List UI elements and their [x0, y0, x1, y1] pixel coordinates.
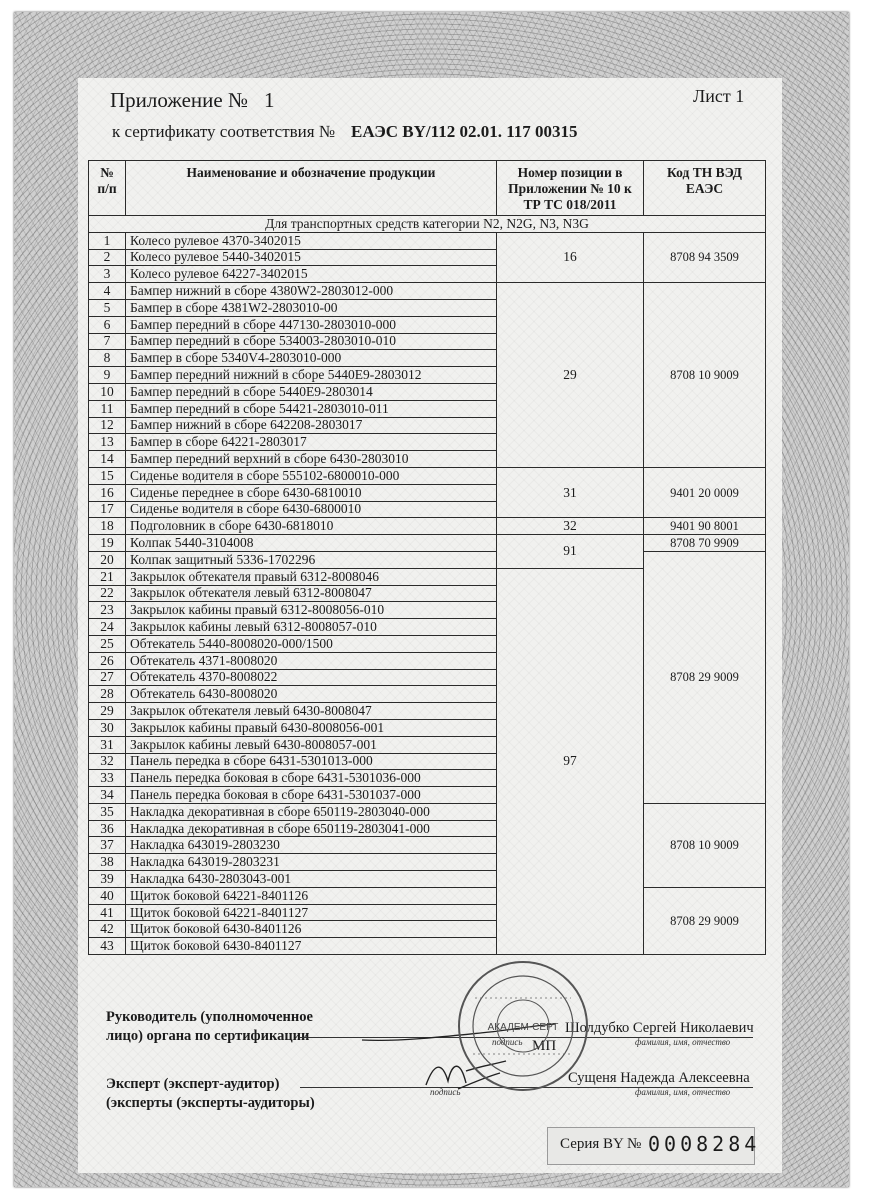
expert-label-line1: Эксперт (эксперт-аудитор) [106, 1076, 280, 1092]
hs-code: 8708 29 9009 [644, 551, 766, 803]
header-product-name: Наименование и обозначение продукции [126, 161, 497, 216]
head-label-line1: Руководитель (уполномоченное [106, 1009, 313, 1025]
product-name: Закрылок обтекателя левый 6430-8008047 [126, 703, 497, 720]
hs-code: 8708 94 3509 [644, 232, 766, 282]
stamp-text: АКАДЕМ-СЕРТ [487, 1022, 559, 1033]
table-row [89, 232, 766, 249]
row-number: 18 [89, 518, 126, 535]
product-name: Панель передка боковая в сборе 6431-5301037-000 [126, 787, 497, 804]
table-row [89, 803, 766, 820]
row-number: 21 [89, 568, 126, 585]
product-name: Накладка 6430-2803043-001 [126, 871, 497, 888]
hs-code: 8708 29 9009 [644, 887, 766, 954]
row-number: 9 [89, 367, 126, 384]
row-number: 25 [89, 635, 126, 652]
hs-code: 9401 90 8001 [644, 518, 766, 535]
row-number: 42 [89, 921, 126, 938]
row-number: 33 [89, 770, 126, 787]
hs-code: 8708 10 9009 [644, 803, 766, 887]
row-number: 5 [89, 299, 126, 316]
position-number: 31 [497, 467, 644, 517]
product-name: Бампер передний в сборе 447130-2803010-000 [126, 316, 497, 333]
product-name: Закрылок обтекателя правый 6312-8008046 [126, 568, 497, 585]
head-label-line2: лицо) органа по сертификации [106, 1028, 310, 1044]
product-name: Закрылок кабины правый 6430-8008056-001 [126, 719, 497, 736]
product-name: Бампер нижний в сборе 642208-2803017 [126, 417, 497, 434]
header-hs-code: Код ТН ВЭД ЕАЭС [644, 161, 766, 216]
serial-label: Серия BY № [560, 1136, 642, 1152]
serial-box [547, 1127, 761, 1165]
row-number: 14 [89, 451, 126, 468]
row-number: 41 [89, 904, 126, 921]
product-name: Колпак 5440-3104008 [126, 535, 497, 552]
product-name: Панель передка боковая в сборе 6431-5301036-000 [126, 770, 497, 787]
product-name: Колесо рулевое 4370-3402015 [126, 232, 497, 249]
table-body [89, 216, 766, 955]
row-number: 12 [89, 417, 126, 434]
row-number: 3 [89, 266, 126, 283]
product-name: Сиденье водителя в сборе 555102-6800010-000 [126, 467, 497, 484]
expert-label [106, 1075, 315, 1113]
product-name: Щиток боковой 64221-8401126 [126, 887, 497, 904]
product-name: Бампер в сборе 64221-2803017 [126, 434, 497, 451]
product-name: Закрылок кабины правый 6312-8008056-010 [126, 602, 497, 619]
product-name: Обтекатель 4371-8008020 [126, 652, 497, 669]
head-name-caption: фамилия, имя, отчество [635, 1037, 731, 1047]
product-name: Сиденье переднее в сборе 6430-6810010 [126, 484, 497, 501]
row-number: 35 [89, 803, 126, 820]
product-name: Закрылок кабины левый 6430-8008057-001 [126, 736, 497, 753]
row-number: 28 [89, 686, 126, 703]
product-name: Колесо рулевое 64227-3402015 [126, 266, 497, 283]
product-name: Обтекатель 6430-8008020 [126, 686, 497, 703]
hs-code: 8708 70 9909 [644, 535, 766, 552]
product-name: Щиток боковой 6430-8401126 [126, 921, 497, 938]
table-row [89, 551, 766, 568]
table-row [89, 535, 766, 552]
row-number: 38 [89, 854, 126, 871]
product-name: Панель передка в сборе 6431-5301013-000 [126, 753, 497, 770]
table-row [89, 887, 766, 904]
product-name: Обтекатель 5440-8008020-000/1500 [126, 635, 497, 652]
product-name: Бампер нижний в сборе 4380W2-2803012-000 [126, 283, 497, 300]
category-row [89, 216, 766, 233]
serial-number: 0008284 [648, 1132, 761, 1156]
expert-label-line2: (эксперты (эксперты-аудиторы) [106, 1095, 315, 1111]
position-number: 16 [497, 232, 644, 282]
appendix-number: 1 [264, 88, 275, 112]
row-number: 40 [89, 887, 126, 904]
position-number: 97 [497, 568, 644, 954]
product-name: Бампер в сборе 5340V4-2803010-000 [126, 350, 497, 367]
row-number: 2 [89, 249, 126, 266]
row-number: 11 [89, 400, 126, 417]
seal-stamp [455, 958, 591, 1094]
product-name: Обтекатель 4370-8008022 [126, 669, 497, 686]
expert-signature-caption: подпись [430, 1087, 461, 1097]
row-number: 27 [89, 669, 126, 686]
product-name: Щиток боковой 64221-8401127 [126, 904, 497, 921]
row-number: 43 [89, 938, 126, 955]
product-name: Бампер передний в сборе 54421-2803010-011 [126, 400, 497, 417]
head-name: Шолдубко Сергей Николаевич [565, 1020, 754, 1036]
row-number: 20 [89, 551, 126, 568]
row-number: 31 [89, 736, 126, 753]
row-number: 24 [89, 619, 126, 636]
head-signature-caption: подпись [492, 1037, 523, 1047]
product-name: Бампер передний нижний в сборе 5440E9-2803012 [126, 367, 497, 384]
row-number: 16 [89, 484, 126, 501]
product-name: Накладка декоративная в сборе 650119-2803040-000 [126, 803, 497, 820]
hs-code: 9401 20 0009 [644, 467, 766, 517]
table-row [89, 283, 766, 300]
row-number: 10 [89, 383, 126, 400]
product-name: Накладка декоративная в сборе 650119-2803041-000 [126, 820, 497, 837]
product-name: Колпак защитный 5336-1702296 [126, 551, 497, 568]
header-position: Номер позиции в Приложении № 10 к ТР ТС 018/2011 [497, 161, 644, 216]
row-number: 23 [89, 602, 126, 619]
expert-name: Сущеня Надежда Алексеевна [568, 1070, 750, 1086]
row-number: 19 [89, 535, 126, 552]
row-number: 29 [89, 703, 126, 720]
product-name: Закрылок обтекателя левый 6312-8008047 [126, 585, 497, 602]
row-number: 26 [89, 652, 126, 669]
hs-code: 8708 10 9009 [644, 283, 766, 468]
row-number: 39 [89, 871, 126, 888]
row-number: 8 [89, 350, 126, 367]
row-number: 7 [89, 333, 126, 350]
table-row [89, 518, 766, 535]
position-number: 91 [497, 535, 644, 569]
certificate-reference-label: к сертификату соответствия № [112, 122, 336, 141]
certificate-reference [112, 122, 578, 142]
product-name: Сиденье водителя в сборе 6430-6800010 [126, 501, 497, 518]
row-number: 6 [89, 316, 126, 333]
product-name: Бампер в сборе 4381W2-2803010-00 [126, 299, 497, 316]
product-name: Накладка 643019-2803230 [126, 837, 497, 854]
sheet-number: Лист 1 [693, 86, 745, 106]
row-number: 15 [89, 467, 126, 484]
product-name: Колесо рулевое 5440-3402015 [126, 249, 497, 266]
head-label [106, 1008, 313, 1046]
product-name: Бампер передний верхний в сборе 6430-2803010 [126, 451, 497, 468]
row-number: 34 [89, 787, 126, 804]
row-number: 13 [89, 434, 126, 451]
expert-name-caption: фамилия, имя, отчество [635, 1087, 731, 1097]
certificate-number: ЕАЭС BY/112 02.01. 117 00315 [351, 122, 578, 141]
position-number: 32 [497, 518, 644, 535]
table-header-row [89, 161, 766, 216]
row-number: 37 [89, 837, 126, 854]
product-name: Бампер передний в сборе 534003-2803010-010 [126, 333, 497, 350]
product-name: Щиток боковой 6430-8401127 [126, 938, 497, 955]
appendix-title [110, 88, 275, 113]
product-name: Закрылок кабины левый 6312-8008057-010 [126, 619, 497, 636]
row-number: 17 [89, 501, 126, 518]
product-name: Бампер передний в сборе 5440E9-2803014 [126, 383, 497, 400]
row-number: 1 [89, 232, 126, 249]
product-name: Накладка 643019-2803231 [126, 854, 497, 871]
category-label: Для транспортных средств категории N2, N2G, N3, N3G [89, 216, 766, 233]
seal-place-label: МП [532, 1038, 557, 1054]
header-number: № п/п [89, 161, 126, 216]
table-row [89, 467, 766, 484]
row-number: 4 [89, 283, 126, 300]
row-number: 32 [89, 753, 126, 770]
product-name: Подголовник в сборе 6430-6818010 [126, 518, 497, 535]
appendix-title-text: Приложение № [110, 88, 248, 112]
row-number: 36 [89, 820, 126, 837]
position-number: 29 [497, 283, 644, 468]
row-number: 22 [89, 585, 126, 602]
products-table [88, 160, 766, 955]
row-number: 30 [89, 719, 126, 736]
